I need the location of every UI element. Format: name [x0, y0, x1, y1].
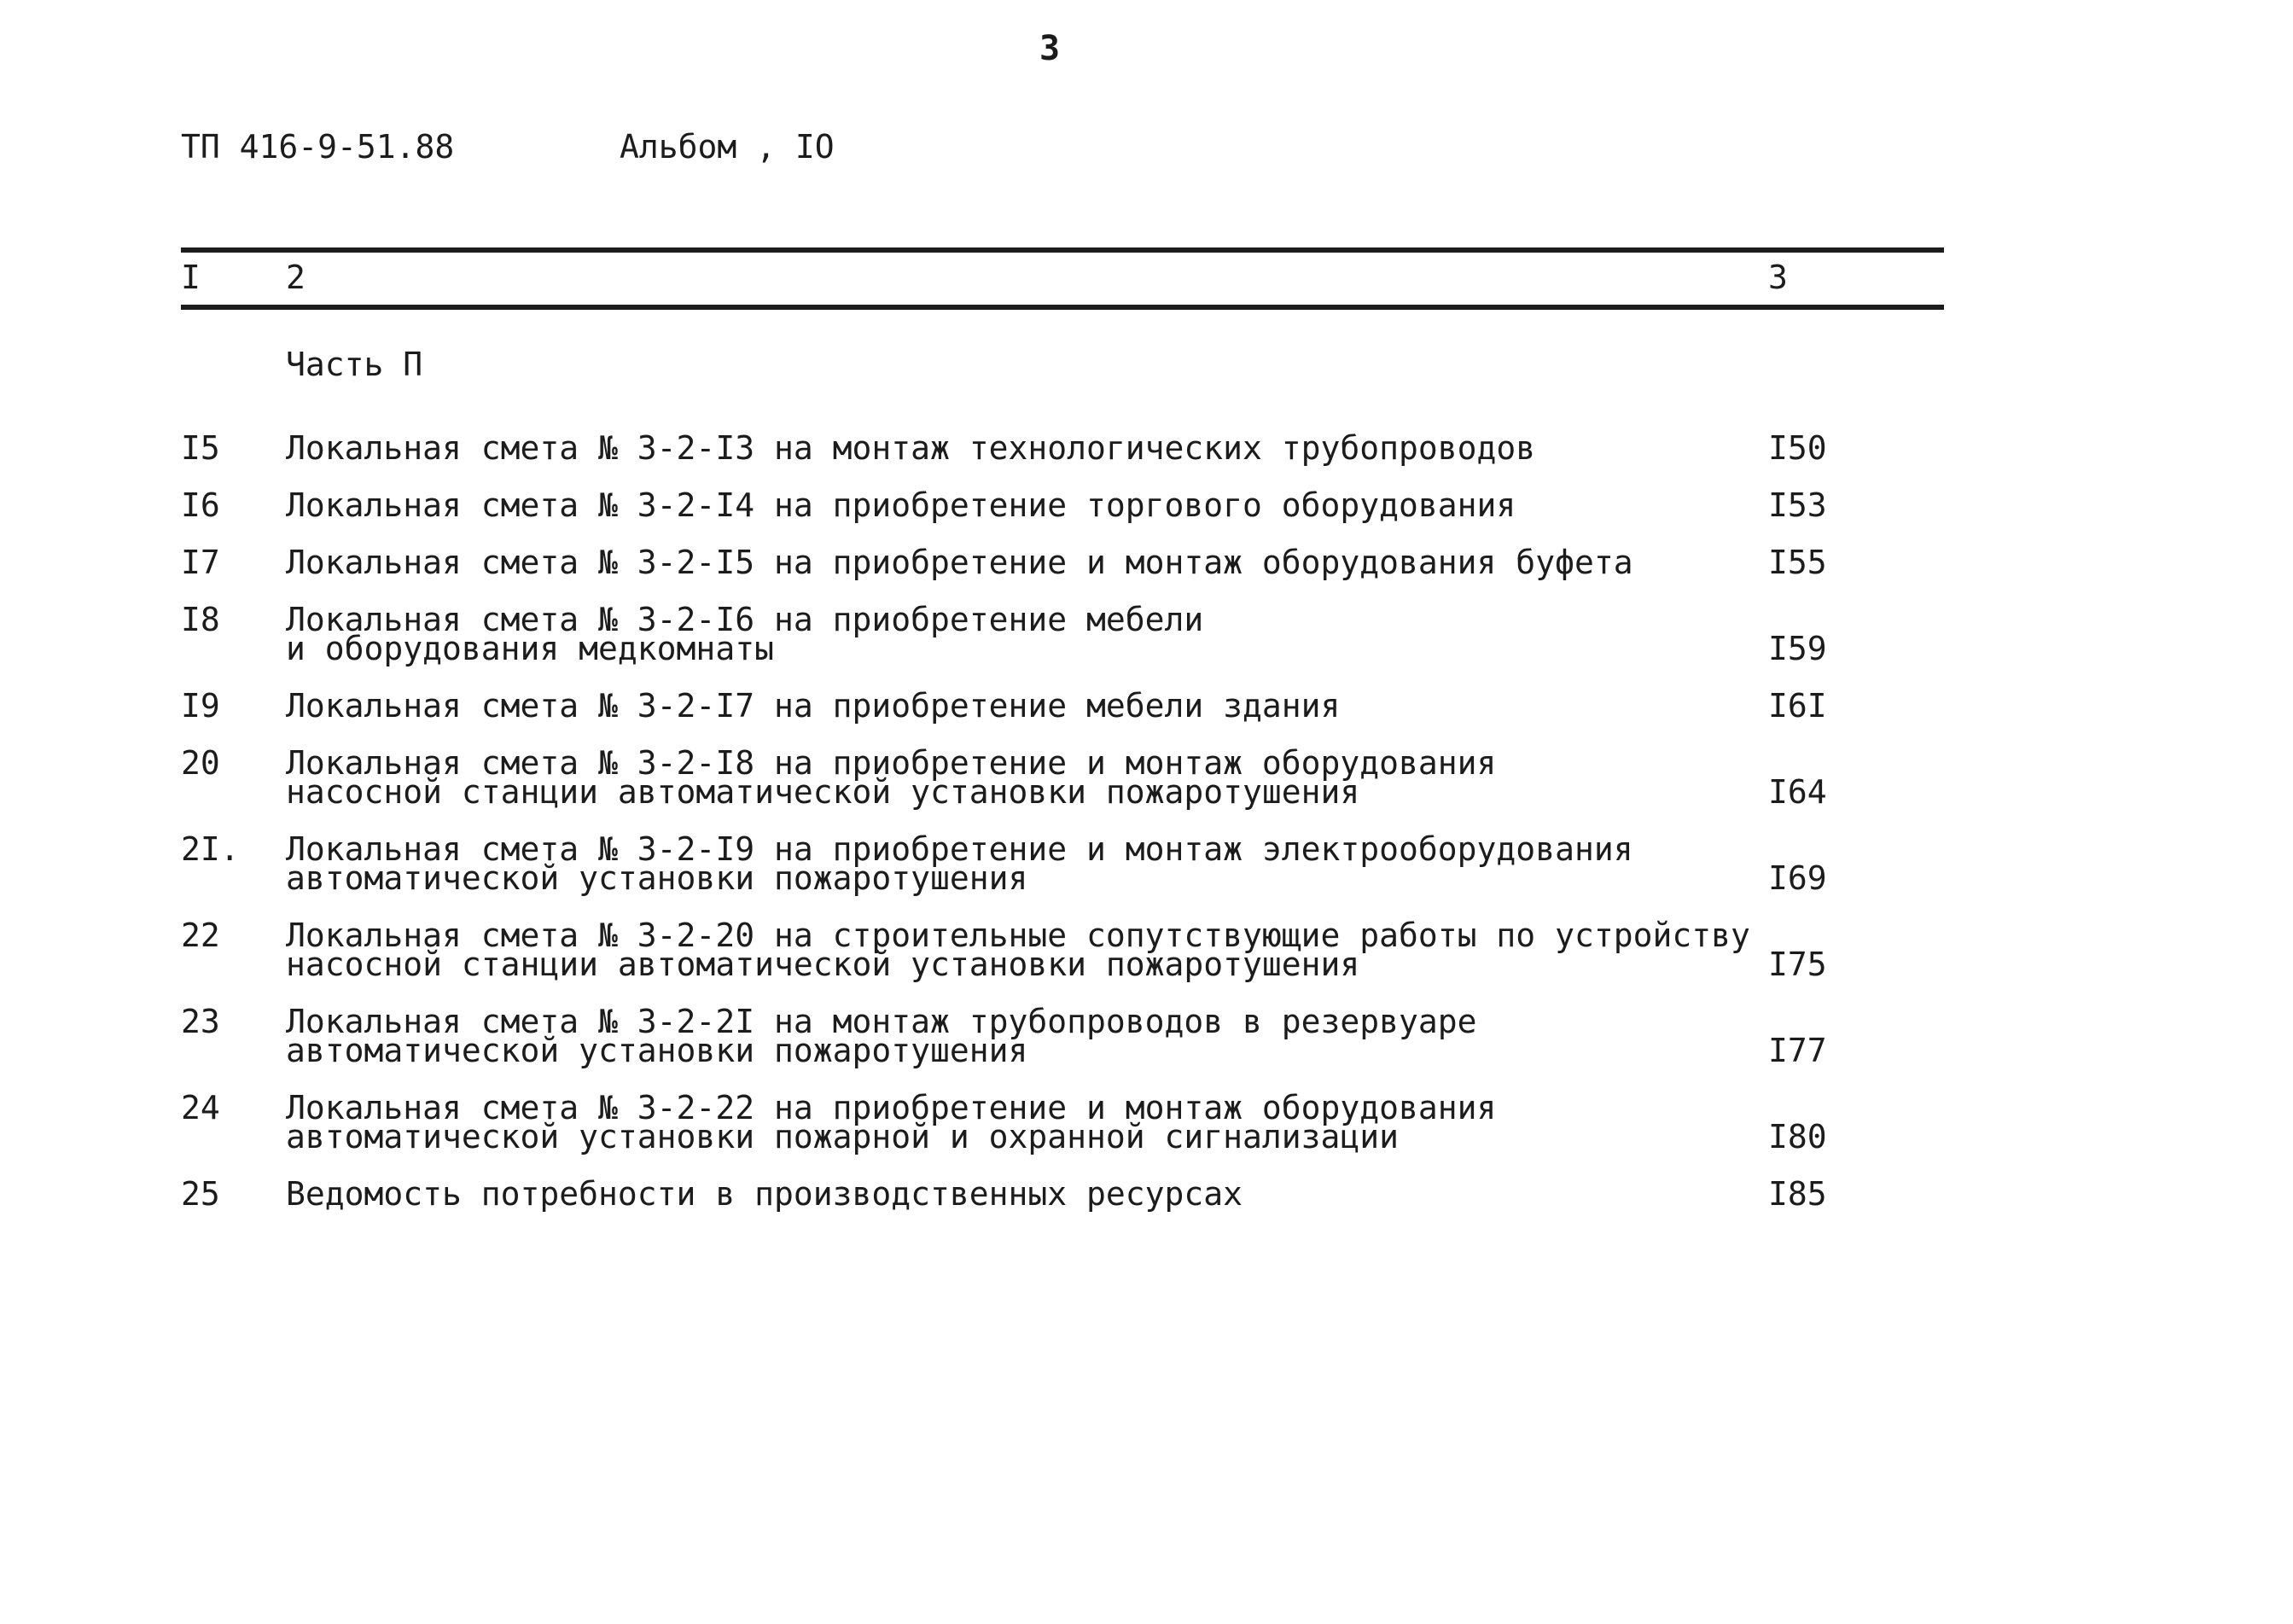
- row-title: Локальная смета № 3-2-2I на монтаж трубопроводов в резервуаре автоматической установки пожаротушения: [286, 1003, 1477, 1069]
- row-page: I59: [1768, 630, 1827, 667]
- row-page: I55: [1768, 544, 1827, 581]
- row-number: I9: [181, 687, 220, 725]
- row-number: 2I.: [181, 830, 240, 868]
- row-title: Локальная смета № 3-2-20 на строительные сопутствующие работы по устройству насосной станции автоматической установки пожаротушения: [286, 917, 1750, 983]
- row-page: I50: [1768, 429, 1827, 467]
- part-title: Часть П: [286, 346, 423, 383]
- document-code: ТП 416-9-51.88: [181, 128, 455, 166]
- row-page: I77: [1768, 1032, 1827, 1069]
- row-title: Локальная смета № 3-2-I9 на приобретение и монтаж электрооборудования автоматической установки пожаротушения: [286, 830, 1633, 897]
- row-title: Локальная смета № 3-2-I4 на приобретение торгового оборудования: [286, 486, 1516, 524]
- page-number: 3: [1039, 29, 1061, 68]
- row-title: Локальная смета № 3-2-I8 на приобретение и монтаж оборудования насосной станции автоматической установки пожаротушения: [286, 744, 1497, 811]
- row-number: 25: [181, 1175, 220, 1213]
- row-page: I80: [1768, 1118, 1827, 1155]
- row-number: I5: [181, 429, 220, 467]
- row-title: Ведомость потребности в производственных ресурсах: [286, 1175, 1243, 1213]
- row-title: Локальная смета № 3-2-I6 на приобретение мебели и оборудования медкомнаты: [286, 601, 1204, 667]
- row-number: I7: [181, 544, 220, 581]
- column-header-2: 2: [286, 259, 306, 296]
- row-title: Локальная смета № 3-2-I3 на монтаж технологических трубопроводов: [286, 429, 1536, 467]
- row-title: Локальная смета № 3-2-I7 на приобретение мебели здания: [286, 687, 1341, 725]
- row-number: 20: [181, 744, 220, 782]
- row-number: 23: [181, 1003, 220, 1040]
- row-page: I64: [1768, 773, 1827, 811]
- row-page: I85: [1768, 1175, 1827, 1213]
- row-number: I6: [181, 486, 220, 524]
- row-number: 24: [181, 1089, 220, 1126]
- column-header-1: I: [181, 259, 201, 296]
- album-label: Альбом , IO: [620, 128, 835, 166]
- table-top-rule: [181, 247, 1944, 253]
- table-header-rule: [181, 305, 1944, 310]
- row-page: I69: [1768, 859, 1827, 897]
- row-title: Локальная смета № 3-2-I5 на приобретение и монтаж оборудования буфета: [286, 544, 1633, 581]
- row-page: I53: [1768, 486, 1827, 524]
- row-page: I6I: [1768, 687, 1827, 725]
- column-header-3: 3: [1768, 259, 1788, 296]
- row-title: Локальная смета № 3-2-22 на приобретение и монтаж оборудования автоматической установки пожарной и охранной сигнализации: [286, 1089, 1497, 1155]
- row-number: I8: [181, 601, 220, 638]
- row-page: I75: [1768, 946, 1827, 983]
- row-number: 22: [181, 917, 220, 954]
